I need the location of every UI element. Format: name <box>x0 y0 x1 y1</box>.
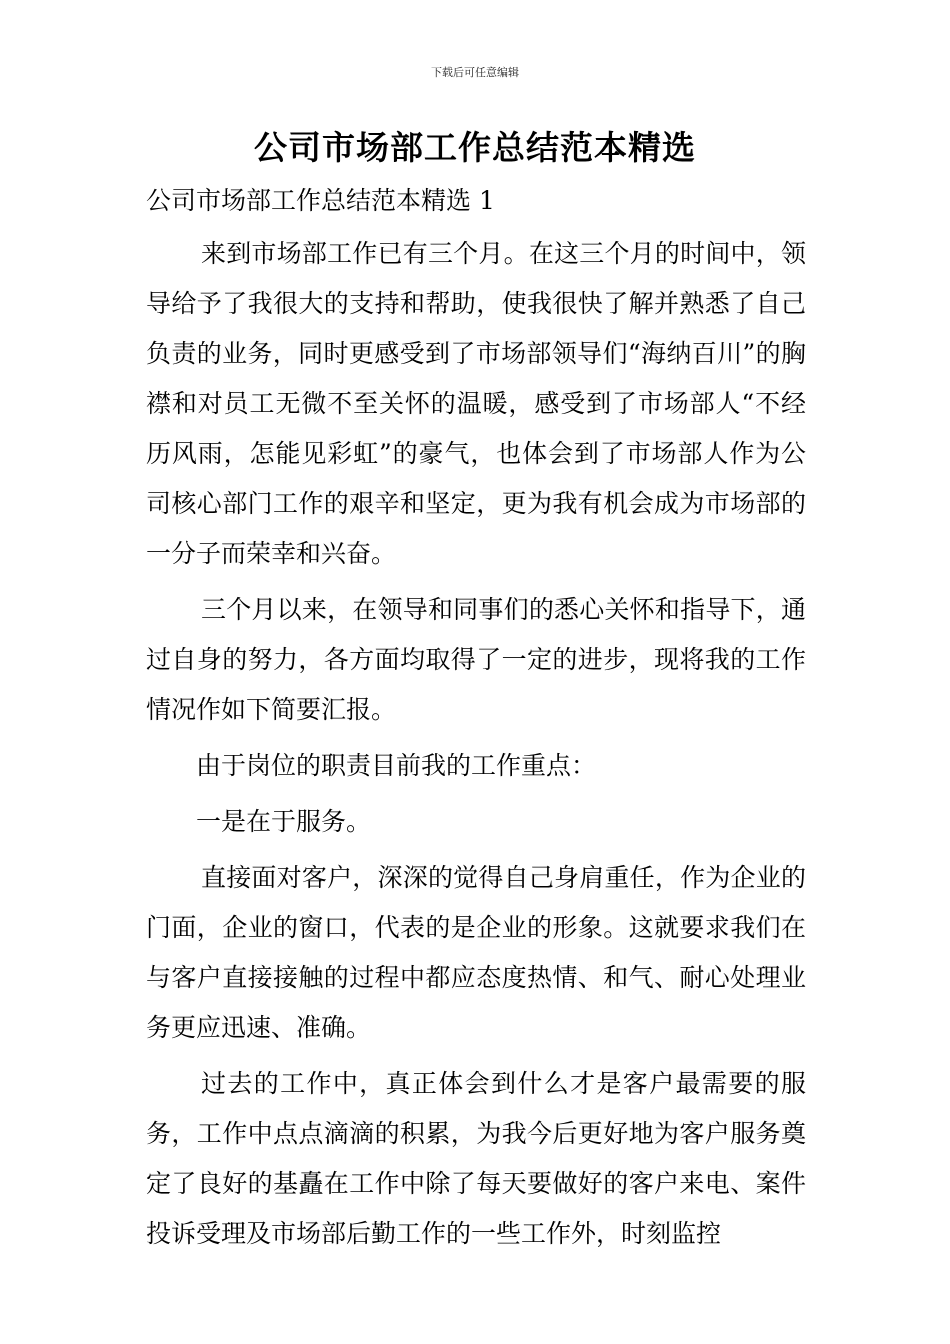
paragraph-3: 由于岗位的职责目前我的工作重点： <box>196 751 597 780</box>
document-subtitle: 公司市场部工作总结范本精选 1 <box>146 186 495 215</box>
document-title: 公司市场部工作总结范本精选 <box>254 128 696 167</box>
paragraph-1: 来到市场部工作已有三个月。在这三个月的时间中，领导给予了我很大的支持和帮助，使我很快了解并熟悉了自己负责的业务，同时更感受到了市场部领导们“海纳百川”的胸襟和对员工无微不至关怀的温暖，感受到了市场部人“不经历风雨，怎能见彩虹”的豪气，也体会到了市场部人作为公司核心部门工作的艰辛和坚定，更为我有机会成为市场部的一分子而荣幸和兴奋。 <box>146 239 806 568</box>
paragraph-5: 直接面对客户，深深的觉得自己身肩重任，作为企业的门面，企业的窗口，代表的是企业的形象。这就要求我们在与客户直接接触的过程中都应态度热情、和气、耐心处理业务更应迅速、准确。 <box>146 863 806 1042</box>
paragraph-4: 一是在于服务。 <box>196 807 372 836</box>
document-body <box>146 179 806 1259</box>
header-note: 下载后可任意编辑 <box>431 66 519 79</box>
paragraph-2: 三个月以来，在领导和同事们的悉心关怀和指导下，通过自身的努力，各方面均取得了一定的进步，现将我的工作情况作如下简要汇报。 <box>146 595 806 724</box>
paragraph-6: 过去的工作中，真正体会到什么才是客户最需要的服务，工作中点点滴滴的积累，为我今后更好地为客户服务奠定了良好的基矗在工作中除了每天要做好的客户来电、案件投诉受理及市场部后勤工作的一些工作外，时刻监控 <box>146 1069 806 1248</box>
